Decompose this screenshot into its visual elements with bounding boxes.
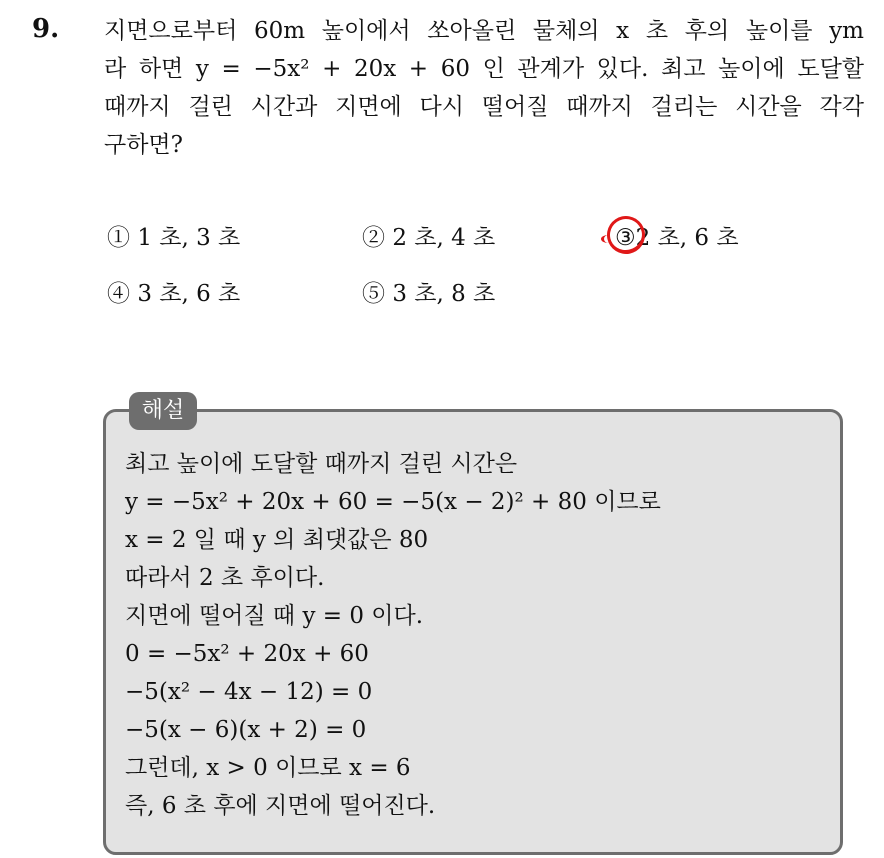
solution-line: 따라서 2 초 후이다.	[125, 565, 325, 591]
solution-line: y = −5x² + 20x + 60 = −5(x − 2)² + 80 이므로	[125, 489, 661, 515]
choice-text: 3 초, 8 초	[392, 281, 496, 307]
solution-label: 해설	[129, 392, 197, 430]
solution-line: 지면에 떨어질 때 y = 0 이다.	[125, 603, 424, 629]
choice-marker: ④	[107, 281, 130, 307]
question-line: 구하면?	[104, 132, 183, 158]
solution-line: x = 2 일 때 y 의 최댓값은 80	[125, 527, 429, 553]
choice-4[interactable]	[107, 275, 240, 308]
solution-line: −5(x − 6)(x + 2) = 0	[125, 717, 367, 743]
choice-marker-wrap	[615, 225, 636, 251]
choice-marker: ②	[362, 225, 385, 251]
choice-marker: ③	[615, 225, 636, 251]
question-line: 때까지 걸린 시간과 지면에 다시 떨어질 때까지 걸리는 시간을 각각	[104, 94, 864, 120]
choice-3[interactable]	[615, 219, 739, 252]
choice-5[interactable]	[362, 275, 495, 308]
solution-text	[125, 445, 825, 825]
solution-line: 0 = −5x² + 20x + 60	[125, 641, 369, 667]
solution-line: −5(x² − 4x − 12) = 0	[125, 679, 373, 705]
selection-mark-tail	[601, 235, 616, 243]
choice-2[interactable]	[362, 219, 495, 252]
solution-line: 즉, 6 초 후에 지면에 떨어진다.	[125, 793, 436, 819]
choice-text: 3 초, 6 초	[137, 281, 241, 307]
choice-marker: ①	[107, 225, 130, 251]
question-line: 지면으로부터 60m 높이에서 쏘아올린 물체의 x 초 후의 높이를 ym	[104, 18, 864, 44]
question-number: 9.	[32, 14, 60, 44]
choice-text: 1 초, 3 초	[137, 225, 241, 251]
choice-1[interactable]	[107, 219, 240, 252]
choice-marker: ⑤	[362, 281, 385, 307]
question-line: 라 하면 y = −5x² + 20x + 60 인 관계가 있다. 최고 높이에 도달할	[104, 56, 864, 82]
choice-text: 2 초, 6 초	[635, 225, 739, 251]
solution-line: 그런데, x > 0 이므로 x = 6	[125, 755, 411, 781]
choice-text: 2 초, 4 초	[392, 225, 496, 251]
question-text	[104, 12, 864, 164]
solution-line: 최고 높이에 도달할 때까지 걸린 시간은	[125, 451, 518, 477]
